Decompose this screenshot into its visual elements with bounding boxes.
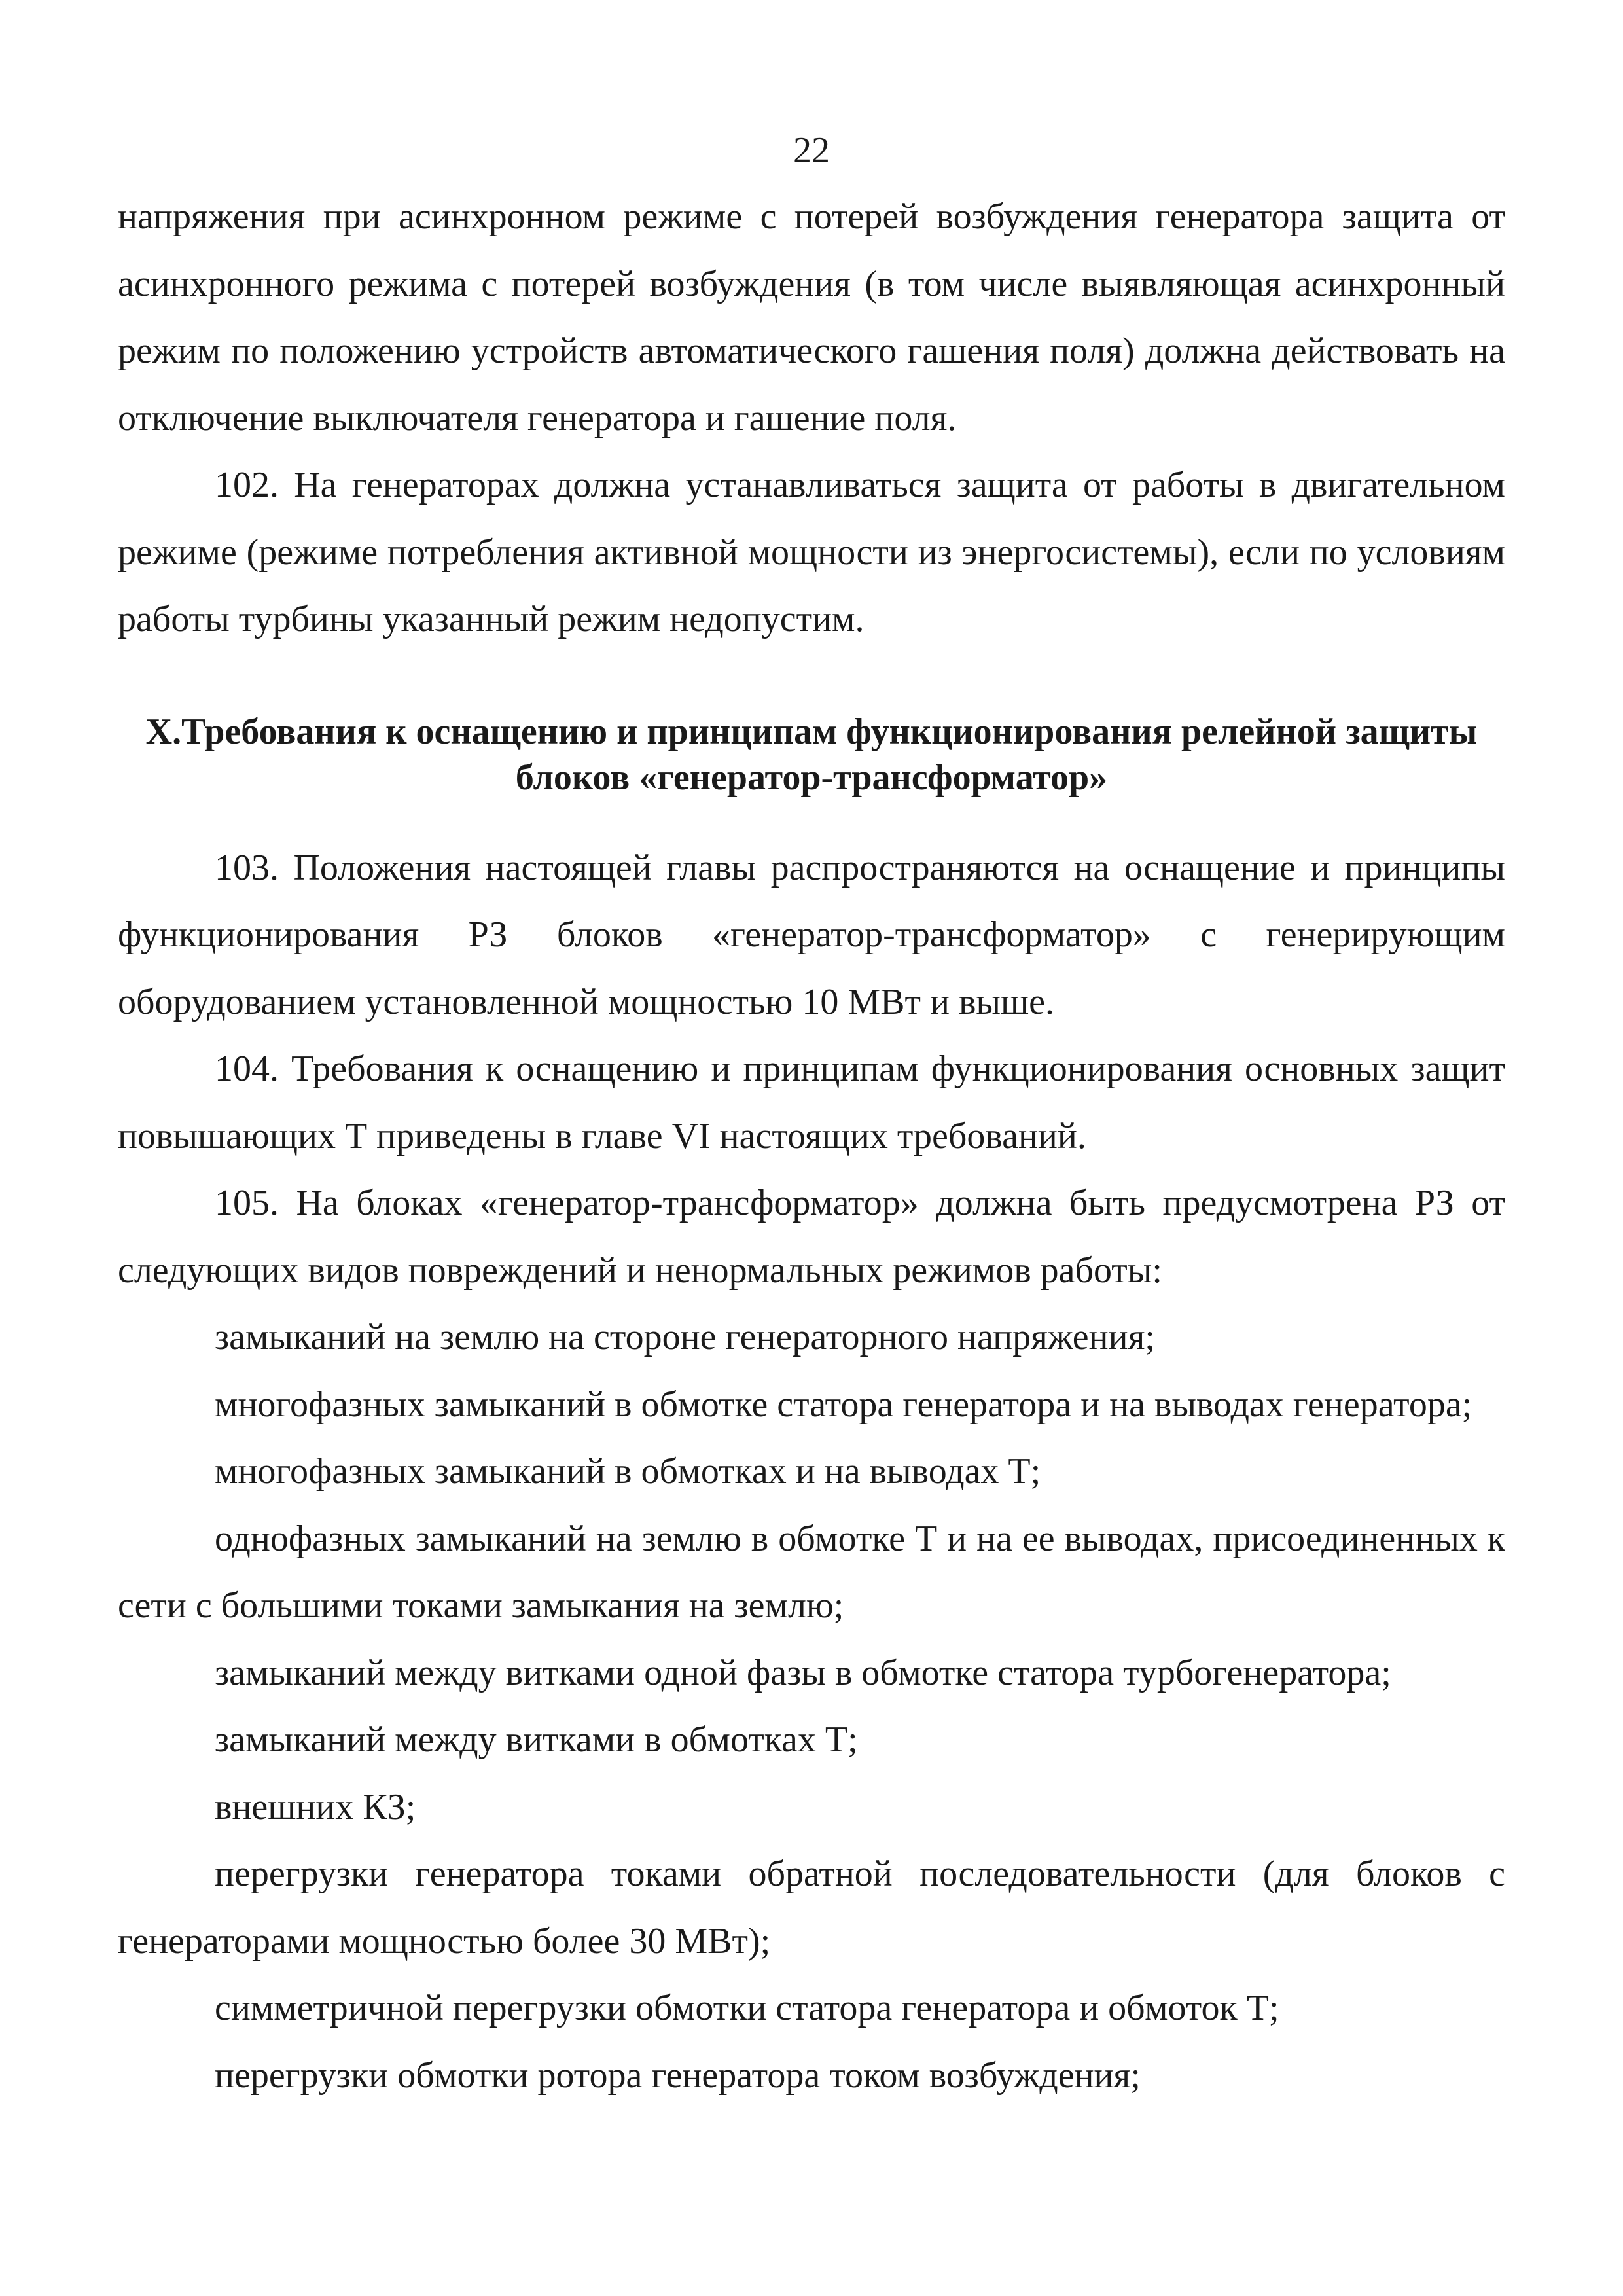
section-heading-line-1: X.Требования к оснащению и принципам функционирования релейной защиты [145,711,1478,752]
list-item: замыканий между витками в обмотках Т; [215,1719,858,1760]
paragraph-continuation: напряжения при асинхронном режиме с потерей возбуждения генератора защита от асинхронного режима с потерей возбуждения (в том числе выявляющая асинхронный режим по положению устройств автоматического гашения поля) должна действовать на отключение выключателя генератора и гашение поля. [118,196,1505,439]
spacer [118,653,1505,709]
page-number: 22 [793,130,830,171]
list-item: однофазных замыканий на землю в обмотке Т и на ее выводах, присоединенных к сети с большими токами замыкания на землю; [118,1518,1505,1626]
paragraph-105: 105. На блоках «генератор-трансформатор» должна быть предусмотрена РЗ от следующих видов повреждений и ненормальных режимов работы: [118,1183,1505,1291]
list-item: симметричной перегрузки обмотки статора генератора и обмоток Т; [215,1988,1279,2028]
spacer [118,800,1505,834]
paragraph-103: 103. Положения настоящей главы распространяются на оснащение и принципы функционирования РЗ блоков «генератор-трансформатор» с генерирующим оборудованием установленной мощностью 10 МВт и выше. [118,847,1505,1022]
list-item: многофазных замыканий в обмотке статора генератора и на выводах генератора; [215,1384,1472,1425]
paragraph-102: 102. На генераторах должна устанавливаться защита от работы в двигательном режиме (режиме потребления активной мощности из энергосистемы), если по условиям работы турбины указанный режим недопустим. [118,465,1505,639]
list-item: замыканий между витками одной фазы в обмотке статора турбогенератора; [215,1652,1391,1693]
section-heading-line-2: блоков «генератор-трансформатор» [515,757,1108,798]
section-heading [118,709,1505,800]
paragraph-104: 104. Требования к оснащению и принципам функционирования основных защит повышающих Т приведены в главе VI настоящих требований. [118,1049,1505,1157]
list-item: внешних КЗ; [215,1786,416,1827]
list-item: перегрузки обмотки ротора генератора током возбуждения; [215,2054,1141,2096]
list-item: перегрузки генератора токами обратной последовательности (для блоков с генераторами мощностью более 30 МВт); [118,1854,1505,1962]
list-item: замыканий на землю на стороне генераторного напряжения; [215,1317,1155,1357]
page-body [118,183,1505,2109]
list-item: многофазных замыканий в обмотках и на выводах Т; [215,1451,1041,1492]
